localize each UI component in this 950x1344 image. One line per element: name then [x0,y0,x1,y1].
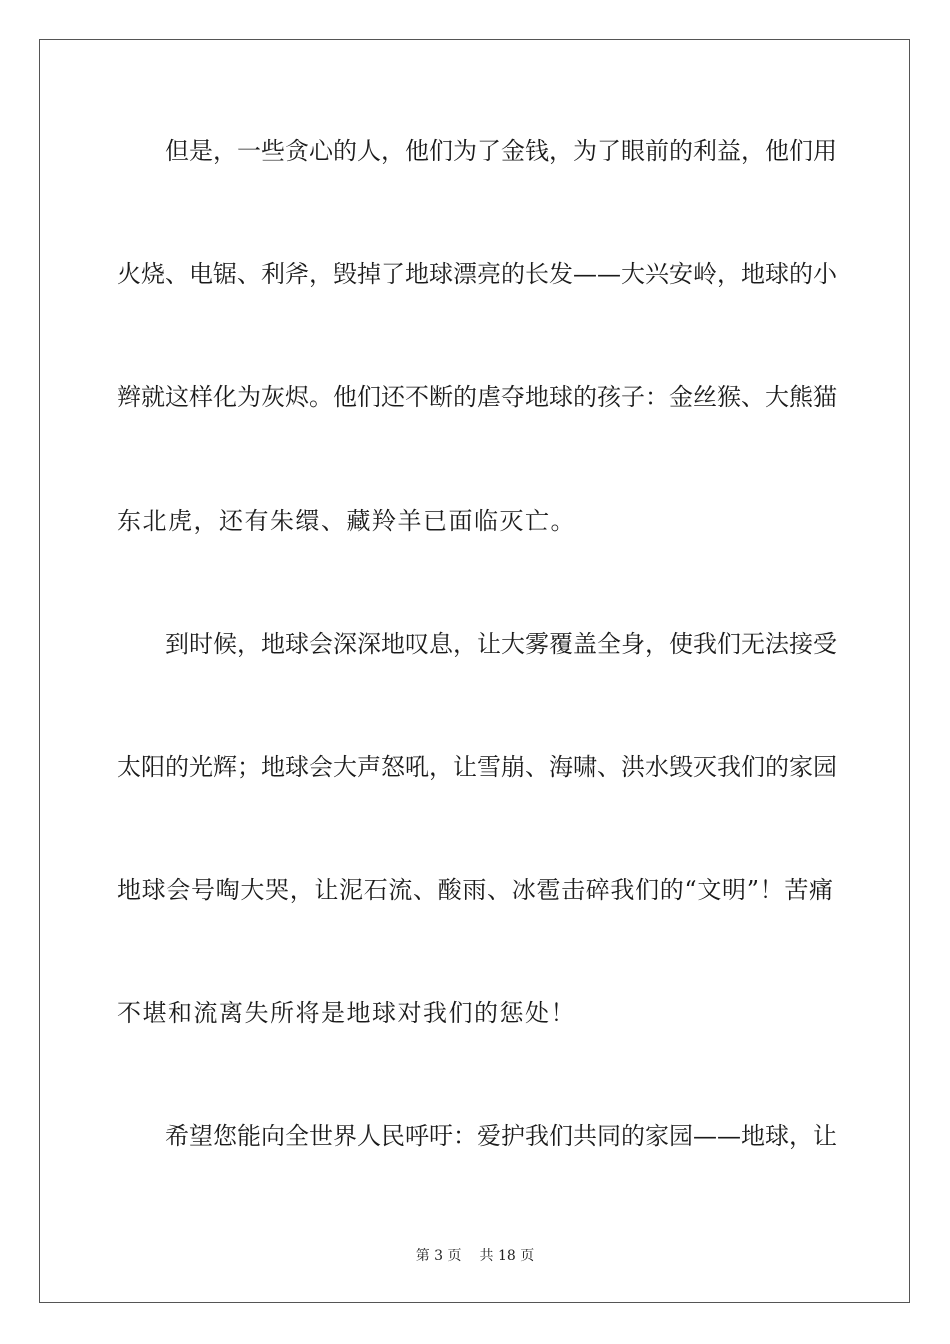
page-number: 第 3 页 [415,1248,462,1264]
paragraph-line: 东北虎，还有朱缳、藏羚羊已面临灭亡。 [117,507,576,535]
paragraph-line: 辫就这样化为灰烬。他们还不断的虐夺地球的孩子：金丝猴、大熊猫 [117,383,837,411]
paragraph-line: 地球会号啕大哭，让泥石流、酸雨、冰雹击碎我们的“文明”！苦痛 [117,876,833,904]
paragraph-line: 希望您能向全世界人民呼吁：爱护我们共同的家园——地球，让 [165,1122,837,1150]
paragraph-line: 太阳的光辉；地球会大声怒吼，让雪崩、海啸、洪水毁灭我们的家园 [117,753,837,781]
paragraph-line: 到时候，地球会深深地叹息，让大雾覆盖全身，使我们无法接受 [165,630,837,658]
paragraph-line: 但是，一些贪心的人，他们为了金钱，为了眼前的利益，他们用 [165,137,837,165]
paragraph-line: 火烧、电锯、利斧，毁掉了地球漂亮的长发——大兴安岭，地球的小 [117,260,837,288]
page-footer [0,1247,950,1265]
page-border [39,39,910,1303]
paragraph-line: 不堪和流离失所将是地球对我们的惩处！ [117,999,576,1027]
page-total: 共 18 页 [479,1248,535,1264]
